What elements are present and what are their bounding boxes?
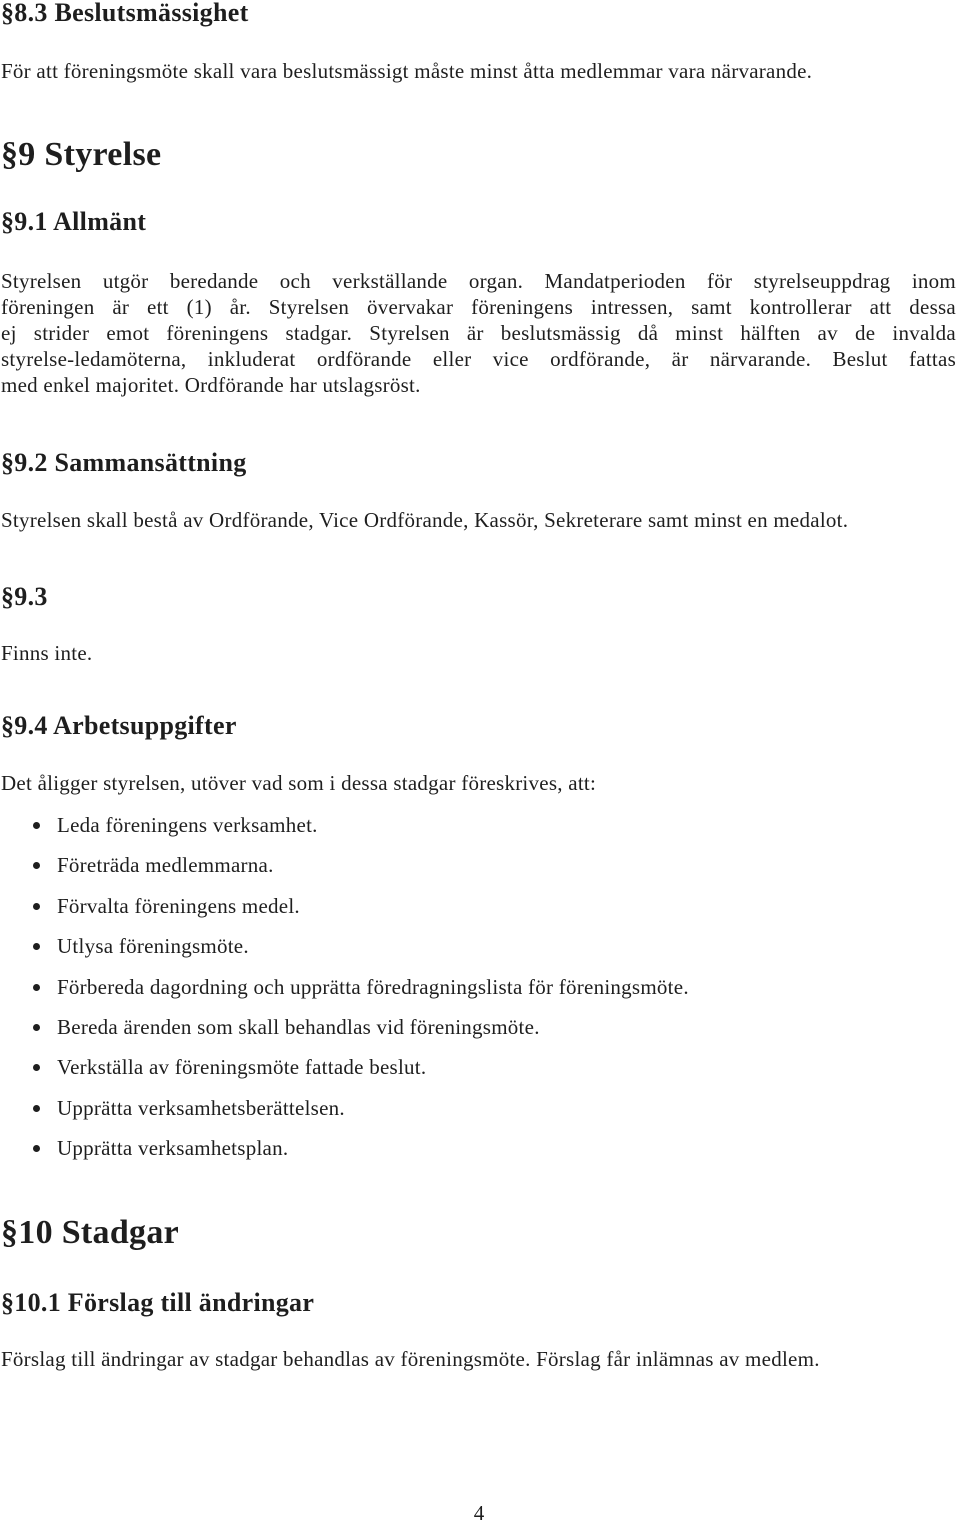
- bullet-icon: [33, 984, 40, 991]
- paragraph-line: föreningen är ett (1) år. Styrelsen övervakar föreningens intressen, samt kontrollerar att dessa: [1, 295, 956, 319]
- section-10-heading: §10 Stadgar: [1, 1214, 180, 1251]
- section-8-3-heading: §8.3 Beslutsmässighet: [1, 0, 249, 27]
- list-item-text: Förbereda dagordning och upprätta föredragningslista för föreningsmöte.: [57, 974, 689, 999]
- list-item: [0, 926, 955, 966]
- list-item: [0, 1088, 955, 1128]
- bullet-icon: [33, 822, 40, 829]
- section-10-1-paragraph: Förslag till ändringar av stadgar behandlas av föreningsmöte. Förslag får inlämnas av medlem.: [1, 1347, 820, 1371]
- list-item-text: Verkställa av föreningsmöte fattade beslut.: [57, 1055, 427, 1080]
- bullet-icon: [33, 862, 40, 869]
- section-9-4-heading: §9.4 Arbetsuppgifter: [1, 711, 237, 740]
- list-item-text: Upprätta verksamhetsberättelsen.: [57, 1095, 345, 1120]
- section-8-3-paragraph: För att föreningsmöte skall vara beslutsmässigt måste minst åtta medlemmar vara närvarande.: [1, 59, 813, 83]
- list-item: [0, 886, 955, 926]
- section-9-heading: §9 Styrelse: [1, 136, 162, 173]
- duties-list: [0, 805, 955, 1169]
- list-item: [0, 805, 955, 845]
- bullet-icon: [33, 1145, 40, 1152]
- list-item-text: Upprätta verksamhetsplan.: [57, 1136, 289, 1161]
- list-item-text: Företräda medlemmarna.: [57, 853, 274, 878]
- bullet-icon: [33, 1064, 40, 1071]
- section-9-1-paragraph: [1, 268, 956, 398]
- section-9-1-heading: §9.1 Allmänt: [1, 207, 147, 236]
- list-item: [0, 1007, 955, 1047]
- list-item: [0, 845, 955, 885]
- section-9-4-intro: Det åligger styrelsen, utöver vad som i dessa stadgar föreskrives, att:: [1, 771, 597, 795]
- section-9-2-paragraph: Styrelsen skall bestå av Ordförande, Vice Ordförande, Kassör, Sekreterare samt minst en medalot.: [1, 508, 849, 532]
- list-item-text: Förvalta föreningens medel.: [57, 893, 300, 918]
- list-item: [0, 967, 955, 1007]
- paragraph-line: styrelse-ledamöterna, inkluderat ordförande eller vice ordförande, är närvarande. Beslut fattas: [1, 347, 956, 371]
- bullet-icon: [33, 903, 40, 910]
- section-9-3-paragraph: Finns inte.: [1, 641, 93, 665]
- section-10-1-heading: §10.1 Förslag till ändringar: [1, 1288, 315, 1317]
- list-item-text: Utlysa föreningsmöte.: [57, 934, 249, 959]
- section-9-2-heading: §9.2 Sammansättning: [1, 448, 247, 477]
- list-item-text: Leda föreningens verksamhet.: [57, 813, 318, 837]
- list-item: [0, 1047, 955, 1087]
- bullet-icon: [33, 1105, 40, 1112]
- bullet-icon: [33, 943, 40, 950]
- bullet-icon: [33, 1024, 40, 1031]
- list-item-text: Bereda ärenden som skall behandlas vid föreningsmöte.: [57, 1014, 540, 1039]
- paragraph-line: Styrelsen utgör beredande och verkställande organ. Mandatperioden för styrelseuppdrag inom: [1, 269, 956, 293]
- page-number: 4: [473, 1501, 485, 1525]
- list-item: [0, 1128, 955, 1168]
- section-9-3-heading: §9.3: [1, 582, 48, 611]
- paragraph-line: med enkel majoritet. Ordförande har utslagsröst.: [1, 373, 421, 397]
- paragraph-line: ej strider emot föreningens stadgar. Styrelsen är beslutsmässig då minst hälften av de invalda: [1, 321, 956, 345]
